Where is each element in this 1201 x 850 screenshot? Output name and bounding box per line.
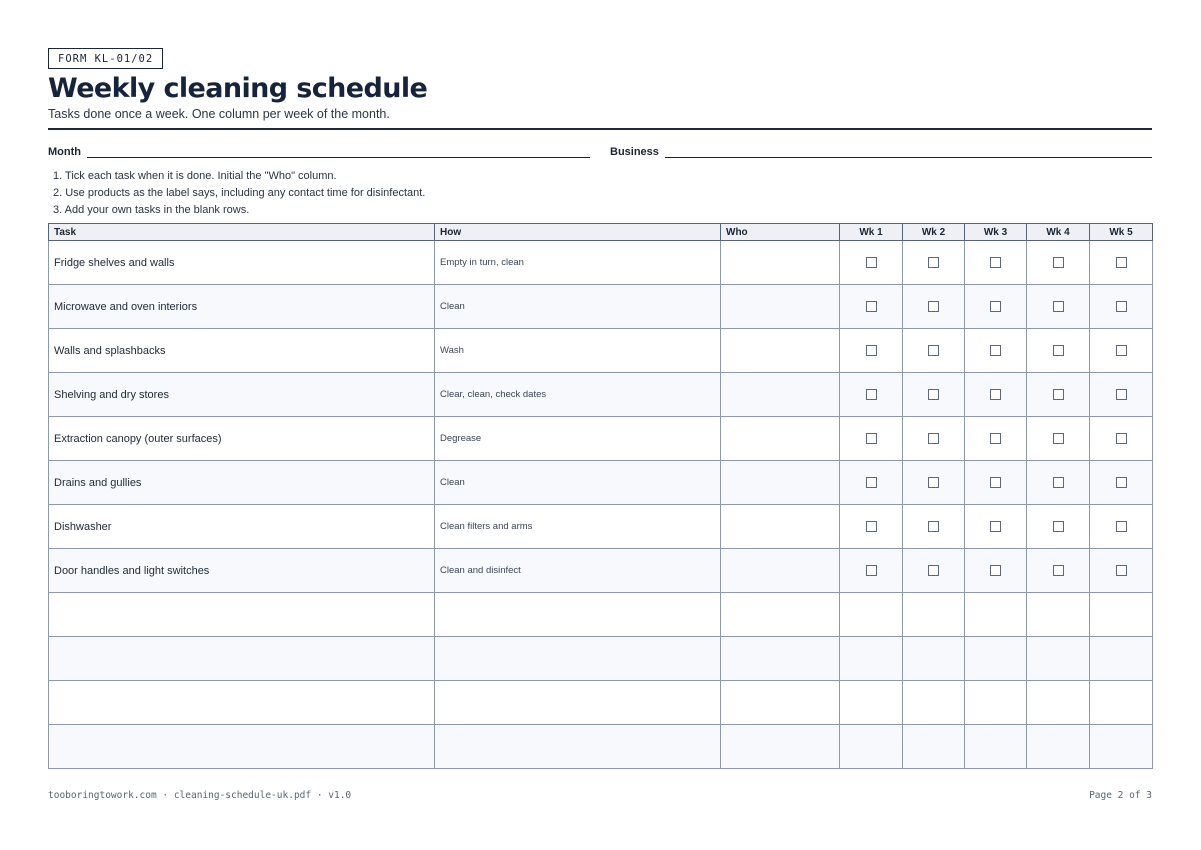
- wk4-cell: [1027, 593, 1090, 637]
- table-row: [49, 461, 1153, 505]
- checkbox[interactable]: [866, 565, 877, 576]
- checkbox[interactable]: [990, 257, 1001, 268]
- wk3-cell: [965, 637, 1027, 681]
- checkbox[interactable]: [1116, 565, 1127, 576]
- wk5-cell: [1090, 461, 1153, 505]
- checkbox[interactable]: [928, 389, 939, 400]
- how-cell: Wash: [435, 329, 721, 373]
- checkbox[interactable]: [1116, 257, 1127, 268]
- who-cell[interactable]: [721, 593, 840, 637]
- who-cell[interactable]: [721, 329, 840, 373]
- column-header-wk3: Wk 3: [965, 224, 1027, 241]
- how-cell: Clean: [435, 285, 721, 329]
- checkbox[interactable]: [990, 433, 1001, 444]
- who-cell[interactable]: [721, 505, 840, 549]
- checkbox[interactable]: [1053, 345, 1064, 356]
- task-cell[interactable]: [49, 593, 435, 637]
- month-input-line[interactable]: [87, 149, 590, 158]
- checkbox[interactable]: [928, 521, 939, 532]
- wk3-cell: [965, 241, 1027, 285]
- checkbox[interactable]: [1116, 521, 1127, 532]
- wk1-cell: [840, 637, 903, 681]
- table-body: [49, 241, 1153, 769]
- wk3-cell: [965, 461, 1027, 505]
- table-header-row: [49, 224, 1153, 241]
- column-header-wk5: Wk 5: [1090, 224, 1153, 241]
- task-cell: Extraction canopy (outer surfaces): [49, 417, 435, 461]
- column-header-wk4: Wk 4: [1027, 224, 1090, 241]
- column-header-who: Who: [721, 224, 840, 241]
- blank-row: [49, 681, 1153, 725]
- instructions-list: [48, 168, 1152, 219]
- wk4-cell: [1027, 417, 1090, 461]
- column-header-wk2: Wk 2: [903, 224, 965, 241]
- wk2-cell: [903, 505, 965, 549]
- task-cell[interactable]: [49, 637, 435, 681]
- column-header-task: Task: [49, 224, 435, 241]
- wk2-cell: [903, 637, 965, 681]
- instruction-item: 1. Tick each task when it is done. Initial the "Who" column.: [53, 170, 337, 182]
- wk3-cell: [965, 505, 1027, 549]
- wk1-cell: [840, 417, 903, 461]
- table-row: [49, 241, 1153, 285]
- who-cell[interactable]: [721, 285, 840, 329]
- business-input-line[interactable]: [665, 149, 1152, 158]
- wk3-cell: [965, 417, 1027, 461]
- header-fields: [48, 144, 1152, 158]
- checkbox[interactable]: [1053, 389, 1064, 400]
- task-cell[interactable]: [49, 681, 435, 725]
- checkbox[interactable]: [1116, 389, 1127, 400]
- wk4-cell: [1027, 549, 1090, 593]
- checkbox[interactable]: [928, 565, 939, 576]
- form-page: [48, 48, 1152, 769]
- task-cell: Drains and gullies: [49, 461, 435, 505]
- checkbox[interactable]: [990, 301, 1001, 312]
- wk4-cell: [1027, 285, 1090, 329]
- blank-row: [49, 637, 1153, 681]
- blank-row: [49, 725, 1153, 769]
- wk4-cell: [1027, 329, 1090, 373]
- wk1-cell: [840, 241, 903, 285]
- wk1-cell: [840, 681, 903, 725]
- header-divider: [48, 128, 1152, 130]
- checkbox[interactable]: [1116, 345, 1127, 356]
- wk3-cell: [965, 373, 1027, 417]
- who-cell[interactable]: [721, 725, 840, 769]
- wk1-cell: [840, 329, 903, 373]
- wk4-cell: [1027, 241, 1090, 285]
- checkbox[interactable]: [928, 477, 939, 488]
- wk5-cell: [1090, 417, 1153, 461]
- month-label: Month: [48, 146, 81, 158]
- blank-row: [49, 593, 1153, 637]
- wk5-cell: [1090, 725, 1153, 769]
- wk5-cell: [1090, 549, 1153, 593]
- how-cell: Clear, clean, check dates: [435, 373, 721, 417]
- wk2-cell: [903, 417, 965, 461]
- checkbox[interactable]: [1053, 257, 1064, 268]
- checkbox[interactable]: [866, 389, 877, 400]
- instruction-item: 2. Use products as the label says, including any contact time for disinfectant.: [53, 187, 426, 199]
- checkbox[interactable]: [866, 521, 877, 532]
- checkbox[interactable]: [928, 433, 939, 444]
- task-cell: Fridge shelves and walls: [49, 241, 435, 285]
- checkbox[interactable]: [1116, 477, 1127, 488]
- wk3-cell: [965, 285, 1027, 329]
- checkbox[interactable]: [866, 345, 877, 356]
- table-row: [49, 549, 1153, 593]
- wk3-cell: [965, 329, 1027, 373]
- cleaning-schedule-table: [48, 223, 1153, 769]
- wk1-cell: [840, 725, 903, 769]
- wk4-cell: [1027, 725, 1090, 769]
- table-row: [49, 373, 1153, 417]
- task-cell: Microwave and oven interiors: [49, 285, 435, 329]
- table-row: [49, 505, 1153, 549]
- wk5-cell: [1090, 373, 1153, 417]
- wk3-cell: [965, 725, 1027, 769]
- wk2-cell: [903, 549, 965, 593]
- task-cell: Door handles and light switches: [49, 549, 435, 593]
- page-number: Page 2 of 3: [1089, 790, 1152, 801]
- checkbox[interactable]: [866, 257, 877, 268]
- checkbox[interactable]: [990, 477, 1001, 488]
- checkbox[interactable]: [866, 433, 877, 444]
- wk5-cell: [1090, 593, 1153, 637]
- how-cell: Clean and disinfect: [435, 549, 721, 593]
- who-cell[interactable]: [721, 681, 840, 725]
- task-cell: Shelving and dry stores: [49, 373, 435, 417]
- wk4-cell: [1027, 461, 1090, 505]
- wk2-cell: [903, 725, 965, 769]
- checkbox[interactable]: [1053, 433, 1064, 444]
- checkbox[interactable]: [990, 389, 1001, 400]
- wk1-cell: [840, 593, 903, 637]
- column-header-how: How: [435, 224, 721, 241]
- task-cell: Walls and splashbacks: [49, 329, 435, 373]
- page-title: Weekly cleaning schedule: [48, 73, 428, 104]
- wk3-cell: [965, 681, 1027, 725]
- wk4-cell: [1027, 373, 1090, 417]
- wk3-cell: [965, 593, 1027, 637]
- page-subtitle: Tasks done once a week. One column per week of the month.: [48, 107, 390, 121]
- wk5-cell: [1090, 505, 1153, 549]
- who-cell[interactable]: [721, 373, 840, 417]
- task-cell: Dishwasher: [49, 505, 435, 549]
- column-header-wk1: Wk 1: [840, 224, 903, 241]
- how-cell[interactable]: [435, 725, 721, 769]
- month-field: [48, 144, 590, 158]
- how-cell[interactable]: [435, 593, 721, 637]
- checkbox[interactable]: [866, 477, 877, 488]
- wk4-cell: [1027, 681, 1090, 725]
- wk2-cell: [903, 461, 965, 505]
- wk1-cell: [840, 505, 903, 549]
- wk5-cell: [1090, 329, 1153, 373]
- wk2-cell: [903, 285, 965, 329]
- checkbox[interactable]: [990, 565, 1001, 576]
- wk1-cell: [840, 373, 903, 417]
- who-cell[interactable]: [721, 417, 840, 461]
- who-cell[interactable]: [721, 461, 840, 505]
- wk2-cell: [903, 593, 965, 637]
- checkbox[interactable]: [1116, 433, 1127, 444]
- wk1-cell: [840, 285, 903, 329]
- how-cell: Empty in turn, clean: [435, 241, 721, 285]
- table-row: [49, 329, 1153, 373]
- wk4-cell: [1027, 505, 1090, 549]
- checkbox[interactable]: [1053, 477, 1064, 488]
- how-cell: Clean filters and arms: [435, 505, 721, 549]
- who-cell[interactable]: [721, 637, 840, 681]
- how-cell[interactable]: [435, 637, 721, 681]
- checkbox[interactable]: [1053, 301, 1064, 312]
- wk1-cell: [840, 461, 903, 505]
- checkbox[interactable]: [1053, 521, 1064, 532]
- wk2-cell: [903, 681, 965, 725]
- checkbox[interactable]: [928, 301, 939, 312]
- business-label: Business: [610, 146, 659, 158]
- task-cell[interactable]: [49, 725, 435, 769]
- checkbox[interactable]: [928, 257, 939, 268]
- wk5-cell: [1090, 681, 1153, 725]
- wk3-cell: [965, 549, 1027, 593]
- footer-source: tooboringtowork.com · cleaning-schedule-uk.pdf · v1.0: [48, 790, 352, 801]
- wk2-cell: [903, 329, 965, 373]
- wk2-cell: [903, 373, 965, 417]
- how-cell: Clean: [435, 461, 721, 505]
- who-cell[interactable]: [721, 241, 840, 285]
- page-footer: [48, 790, 1152, 801]
- business-field: [610, 144, 1152, 158]
- wk5-cell: [1090, 285, 1153, 329]
- wk1-cell: [840, 549, 903, 593]
- checkbox[interactable]: [990, 345, 1001, 356]
- who-cell[interactable]: [721, 549, 840, 593]
- checkbox[interactable]: [928, 345, 939, 356]
- wk5-cell: [1090, 637, 1153, 681]
- checkbox[interactable]: [866, 301, 877, 312]
- checkbox[interactable]: [1116, 301, 1127, 312]
- checkbox[interactable]: [1053, 565, 1064, 576]
- instruction-item: 3. Add your own tasks in the blank rows.: [53, 204, 250, 216]
- how-cell[interactable]: [435, 681, 721, 725]
- wk5-cell: [1090, 241, 1153, 285]
- table-row: [49, 417, 1153, 461]
- wk4-cell: [1027, 637, 1090, 681]
- checkbox[interactable]: [990, 521, 1001, 532]
- how-cell: Degrease: [435, 417, 721, 461]
- table-row: [49, 285, 1153, 329]
- form-code-badge: FORM KL-01/02: [48, 48, 163, 69]
- wk2-cell: [903, 241, 965, 285]
